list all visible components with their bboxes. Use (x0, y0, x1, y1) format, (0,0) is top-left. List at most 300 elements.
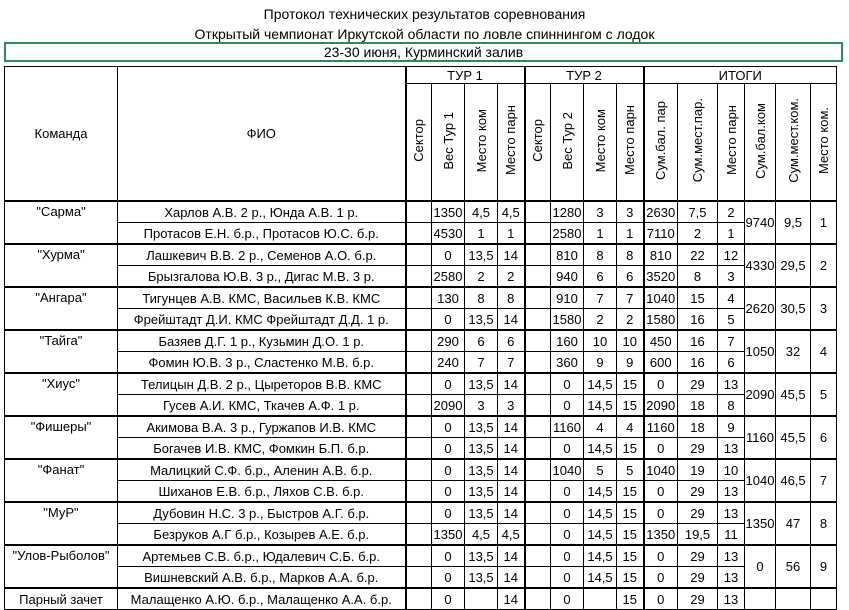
place-pair-total-cell: 5 (718, 309, 745, 331)
weight2-cell: 2580 (551, 223, 584, 245)
weight1-cell: 2090 (432, 395, 465, 417)
sum-pair-places-cell: 16 (678, 352, 718, 374)
place-team2-cell: 6 (584, 266, 617, 288)
pair-fio-cell: Богачев И.В. КМС, Фомкин Б.П. б.р. (118, 438, 406, 460)
place-team2-cell: 14,5 (584, 567, 617, 589)
place-pair-total-cell: 10 (718, 459, 745, 481)
place-pair2-cell: 15 (617, 373, 644, 395)
sum-pair-places-cell: 29 (678, 567, 718, 589)
team-place-cell: 4 (811, 330, 837, 373)
protocol-title: Протокол технических результатов соревнования (263, 6, 586, 22)
header-fio: ФИО (118, 67, 406, 202)
sector-cell (525, 481, 551, 503)
place-pair1-cell: 3 (498, 395, 525, 417)
sum-team-places-cell: 56 (776, 545, 811, 588)
place-team1-cell: 13,5 (465, 309, 498, 331)
sector-cell (525, 588, 551, 610)
header-sum-team-points: Сум.бал.ком (745, 84, 776, 202)
sector-cell (525, 545, 551, 567)
weight2-cell: 1040 (551, 459, 584, 481)
place-pair1-cell: 14 (498, 373, 525, 395)
place-pair-total-cell: 13 (718, 502, 745, 524)
place-team2-cell: 14,5 (584, 438, 617, 460)
place-team1-cell: 8 (465, 287, 498, 309)
weight1-cell: 0 (432, 438, 465, 460)
sum-team-places-cell: 29,5 (776, 244, 811, 287)
pair-fio-cell: Дубовин Н.С. 3 р., Быстров А.Г. б.р. (118, 502, 406, 524)
weight2-cell: 1580 (551, 309, 584, 331)
team-name-cell: "Хиус" (5, 373, 118, 416)
sum-pair-points-cell: 3520 (644, 266, 678, 288)
sum-pair-points-cell: 1160 (644, 416, 678, 438)
championship-title: Открытый чемпионат Иркутской области по ловле спиннингом с лодок (194, 26, 655, 42)
weight2-cell: 0 (551, 588, 584, 610)
sector-cell (406, 416, 432, 438)
pair-fio-cell: Фомин Ю.В. 3 р., Сластенко М.В. б.р. (118, 352, 406, 374)
weight2-cell: 1160 (551, 416, 584, 438)
place-team2-cell: 14,5 (584, 481, 617, 503)
sum-pair-places-cell: 19,5 (678, 524, 718, 546)
sum-pair-points-cell: 1040 (644, 287, 678, 309)
weight1-cell: 1350 (432, 524, 465, 546)
place-pair2-cell: 10 (617, 330, 644, 352)
place-pair-total-cell: 13 (718, 545, 745, 567)
sum-team-places-cell: 47 (776, 502, 811, 545)
place-pair2-cell: 2 (617, 309, 644, 331)
sum-pair-places-cell: 2 (678, 223, 718, 245)
place-team2-cell: 7 (584, 287, 617, 309)
team-name-cell: "Хурма" (5, 244, 118, 287)
header-weight-2: Вес Тур 2 (551, 84, 584, 202)
table-row (5, 330, 837, 352)
pair-fio-cell: Тигунцев А.В. КМС, Васильев К.В. КМС (118, 287, 406, 309)
sum-pair-places-cell: 15 (678, 287, 718, 309)
team-name-cell: "Сарма" (5, 201, 118, 244)
sum-pair-points-cell: 1040 (644, 459, 678, 481)
place-pair2-cell: 7 (617, 287, 644, 309)
sector-cell (406, 438, 432, 460)
sector-cell (406, 373, 432, 395)
sum-pair-points-cell: 2090 (644, 395, 678, 417)
sum-pair-points-cell: 1350 (644, 524, 678, 546)
table-row (5, 416, 837, 438)
place-pair-total-cell: 13 (718, 588, 745, 610)
place-team2-cell: 14,5 (584, 545, 617, 567)
place-pair1-cell: 14 (498, 545, 525, 567)
place-pair2-cell: 15 (617, 524, 644, 546)
sum-team-points-cell: 4330 (745, 244, 776, 287)
place-pair1-cell: 14 (498, 481, 525, 503)
sum-team-places-cell: 46,5 (776, 459, 811, 502)
place-team1-cell: 6 (465, 330, 498, 352)
sector-cell (525, 459, 551, 481)
place-pair2-cell: 6 (617, 266, 644, 288)
weight2-cell: 0 (551, 481, 584, 503)
place-team2-cell: 14,5 (584, 502, 617, 524)
place-pair2-cell: 3 (617, 201, 644, 223)
place-pair1-cell: 14 (498, 502, 525, 524)
pair-fio-cell: Протасов Е.Н. б.р., Протасов Ю.С. б.р. (118, 223, 406, 245)
sector-cell (525, 395, 551, 417)
team-place-cell (811, 588, 837, 610)
table-row (5, 438, 837, 460)
team-name-cell: "Фишеры" (5, 416, 118, 459)
weight1-cell: 0 (432, 373, 465, 395)
weight1-cell: 0 (432, 588, 465, 610)
header-sum-team-places: Сум.мест.ком. (776, 84, 811, 202)
sum-pair-points-cell: 0 (644, 545, 678, 567)
table-row (5, 266, 837, 288)
place-pair1-cell: 8 (498, 287, 525, 309)
header-sum-pair-places: Сум.мест.пар. (678, 84, 718, 202)
header-tour2: ТУР 2 (525, 67, 644, 84)
place-team2-cell: 10 (584, 330, 617, 352)
table-row (5, 309, 837, 331)
place-pair-total-cell: 4 (718, 287, 745, 309)
sum-pair-points-cell: 2630 (644, 201, 678, 223)
place-pair2-cell: 8 (617, 244, 644, 266)
header-sector-2: Сектор (525, 84, 551, 202)
place-pair-total-cell: 1 (718, 223, 745, 245)
place-pair-total-cell: 12 (718, 244, 745, 266)
place-pair1-cell: 1 (498, 223, 525, 245)
table-row (5, 244, 837, 266)
sector-cell (406, 223, 432, 245)
sum-team-places-cell: 9,5 (776, 201, 811, 244)
sector-cell (525, 201, 551, 223)
weight1-cell: 4530 (432, 223, 465, 245)
sum-team-points-cell: 0 (745, 545, 776, 588)
sector-cell (406, 524, 432, 546)
sum-team-points-cell: 1350 (745, 502, 776, 545)
place-pair2-cell: 15 (617, 395, 644, 417)
place-pair-total-cell: 11 (718, 524, 745, 546)
place-pair1-cell: 14 (498, 459, 525, 481)
weight1-cell: 130 (432, 287, 465, 309)
place-pair2-cell: 15 (617, 567, 644, 589)
team-place-cell: 9 (811, 545, 837, 588)
table-row (5, 223, 837, 245)
sector-cell (406, 545, 432, 567)
sum-pair-points-cell: 0 (644, 481, 678, 503)
place-team1-cell: 13,5 (465, 438, 498, 460)
place-pair-total-cell: 13 (718, 567, 745, 589)
header-place-pair-1: Место парн (498, 84, 525, 202)
weight1-cell: 0 (432, 545, 465, 567)
pair-fio-cell: Артемьев С.В. б.р., Юдалевич С.Б. б.р. (118, 545, 406, 567)
sum-team-points-cell (745, 588, 776, 610)
weight2-cell: 0 (551, 524, 584, 546)
place-team2-cell: 9 (584, 352, 617, 374)
sum-pair-points-cell: 0 (644, 588, 678, 610)
sector-cell (406, 244, 432, 266)
place-pair2-cell: 1 (617, 223, 644, 245)
place-team2-cell: 3 (584, 201, 617, 223)
sector-cell (525, 266, 551, 288)
weight1-cell: 2580 (432, 266, 465, 288)
sum-pair-places-cell: 29 (678, 588, 718, 610)
table-row (5, 459, 837, 481)
sum-pair-places-cell: 16 (678, 309, 718, 331)
weight2-cell: 0 (551, 502, 584, 524)
sum-team-places-cell: 30,5 (776, 287, 811, 330)
sector-cell (406, 201, 432, 223)
weight1-cell: 0 (432, 481, 465, 503)
sector-cell (525, 330, 551, 352)
weight2-cell: 1280 (551, 201, 584, 223)
team-place-cell: 8 (811, 502, 837, 545)
place-pair2-cell: 15 (617, 438, 644, 460)
place-team1-cell: 13,5 (465, 567, 498, 589)
sum-pair-places-cell: 29 (678, 438, 718, 460)
team-name-cell: "МуР" (5, 502, 118, 545)
sector-cell (525, 309, 551, 331)
place-pair2-cell: 9 (617, 352, 644, 374)
place-pair2-cell: 15 (617, 588, 644, 610)
place-team1-cell: 3 (465, 395, 498, 417)
sum-team-places-cell (776, 588, 811, 610)
place-pair1-cell: 7 (498, 352, 525, 374)
sum-team-points-cell: 1050 (745, 330, 776, 373)
sum-pair-points-cell: 0 (644, 438, 678, 460)
pair-fio-cell: Гусев А.И. КМС, Ткачев А.Ф. 1 р. (118, 395, 406, 417)
pair-fio-cell: Малицкий С.Ф. б.р., Аленин А.В. б.р. (118, 459, 406, 481)
place-team2-cell: 14,5 (584, 524, 617, 546)
pair-fio-cell: Телицын Д.В. 2 р., Цыреторов В.В. КМС (118, 373, 406, 395)
sector-cell (406, 502, 432, 524)
weight1-cell: 240 (432, 352, 465, 374)
team-name-cell: "Фанат" (5, 459, 118, 502)
sector-cell (406, 395, 432, 417)
place-team1-cell: 13,5 (465, 459, 498, 481)
sum-pair-places-cell: 18 (678, 416, 718, 438)
weight1-cell: 0 (432, 416, 465, 438)
sum-pair-places-cell: 29 (678, 545, 718, 567)
sector-cell (406, 330, 432, 352)
place-pair2-cell: 15 (617, 545, 644, 567)
header-place-team-1: Место ком (465, 84, 498, 202)
sector-cell (406, 352, 432, 374)
sum-pair-points-cell: 0 (644, 502, 678, 524)
place-team1-cell: 13,5 (465, 502, 498, 524)
weight2-cell: 360 (551, 352, 584, 374)
table-row (5, 373, 837, 395)
place-pair1-cell: 6 (498, 330, 525, 352)
sector-cell (525, 244, 551, 266)
sector-cell (525, 438, 551, 460)
pair-fio-cell: Малащенко А.Ю. б.р., Малащенко А.А. б.р. (118, 588, 406, 610)
team-name-cell: "Ангара" (5, 287, 118, 330)
weight2-cell: 910 (551, 287, 584, 309)
place-pair1-cell: 14 (498, 244, 525, 266)
sum-pair-points-cell: 810 (644, 244, 678, 266)
header-place-pair-total: Место парн (718, 84, 745, 202)
pair-standing-name-cell: Парный зачет (5, 588, 118, 610)
sum-pair-points-cell: 7110 (644, 223, 678, 245)
place-team2-cell (584, 588, 617, 610)
pair-fio-cell: Вишневский А.В. б.р., Марков А.А. б.р. (118, 567, 406, 589)
place-pair1-cell: 14 (498, 416, 525, 438)
place-pair2-cell: 4 (617, 416, 644, 438)
sector-cell (525, 352, 551, 374)
weight2-cell: 0 (551, 373, 584, 395)
place-team1-cell: 4,5 (465, 201, 498, 223)
header-tour1: ТУР 1 (406, 67, 525, 84)
place-pair1-cell: 14 (498, 309, 525, 331)
sector-cell (525, 223, 551, 245)
weight1-cell: 0 (432, 244, 465, 266)
sum-team-places-cell: 45,5 (776, 416, 811, 459)
place-team1-cell: 13,5 (465, 545, 498, 567)
sector-cell (525, 416, 551, 438)
sum-pair-places-cell: 22 (678, 244, 718, 266)
sector-cell (406, 287, 432, 309)
sector-cell (406, 309, 432, 331)
place-team1-cell: 13,5 (465, 481, 498, 503)
weight1-cell: 1350 (432, 201, 465, 223)
sum-team-points-cell: 2090 (745, 373, 776, 416)
team-place-cell: 6 (811, 416, 837, 459)
place-pair1-cell: 14 (498, 438, 525, 460)
date-location-title[interactable]: 23-30 июня, Курминский залив (4, 42, 843, 62)
place-team1-cell: 13,5 (465, 373, 498, 395)
place-pair-total-cell: 13 (718, 373, 745, 395)
place-team2-cell: 4 (584, 416, 617, 438)
place-team2-cell: 5 (584, 459, 617, 481)
header-sum-pair-points: Сум.бал. пар (644, 84, 678, 202)
sum-pair-places-cell: 7,5 (678, 201, 718, 223)
pair-fio-cell: Харлов А.В. 2 р., Юнда А.В. 1 р. (118, 201, 406, 223)
place-pair1-cell: 4,5 (498, 201, 525, 223)
place-team1-cell: 13,5 (465, 244, 498, 266)
place-pair2-cell: 15 (617, 502, 644, 524)
place-team1-cell (465, 588, 498, 610)
sum-pair-places-cell: 18 (678, 395, 718, 417)
place-team2-cell: 14,5 (584, 395, 617, 417)
pair-fio-cell: Безруков А.Г б.р., Козырев А.Е. б.р. (118, 524, 406, 546)
sector-cell (525, 567, 551, 589)
pair-fio-cell: Брызгалова Ю.В. 3 р., Дигас М.В. 3 р. (118, 266, 406, 288)
sum-team-places-cell: 32 (776, 330, 811, 373)
results-table (4, 66, 837, 610)
place-team2-cell: 1 (584, 223, 617, 245)
table-row (5, 481, 837, 503)
sum-pair-places-cell: 16 (678, 330, 718, 352)
place-pair-total-cell: 7 (718, 330, 745, 352)
sum-team-points-cell: 2620 (745, 287, 776, 330)
sum-pair-places-cell: 29 (678, 373, 718, 395)
team-place-cell: 3 (811, 287, 837, 330)
header-team-place: Место ком. (811, 84, 837, 202)
sum-pair-points-cell: 450 (644, 330, 678, 352)
place-pair1-cell: 4,5 (498, 524, 525, 546)
place-team2-cell: 14,5 (584, 373, 617, 395)
table-row (5, 567, 837, 589)
place-team2-cell: 8 (584, 244, 617, 266)
weight2-cell: 0 (551, 545, 584, 567)
pair-fio-cell: Базяев Д.Г. 1 р., Кузьмин Д.О. 1 р. (118, 330, 406, 352)
sector-cell (525, 502, 551, 524)
table-row (5, 524, 837, 546)
sum-team-places-cell: 45,5 (776, 373, 811, 416)
header-totals: ИТОГИ (644, 67, 837, 84)
place-pair-total-cell: 6 (718, 352, 745, 374)
table-row (5, 352, 837, 374)
pair-fio-cell: Фрейштадт Д.И. КМС Фрейштадт Д.Д. 1 р. (118, 309, 406, 331)
place-pair-total-cell: 13 (718, 481, 745, 503)
weight2-cell: 0 (551, 395, 584, 417)
place-pair-total-cell: 8 (718, 395, 745, 417)
header-sector-1: Сектор (406, 84, 432, 202)
sum-pair-points-cell: 600 (644, 352, 678, 374)
sector-cell (406, 266, 432, 288)
place-pair1-cell: 14 (498, 588, 525, 610)
sum-pair-places-cell: 29 (678, 481, 718, 503)
weight1-cell: 290 (432, 330, 465, 352)
weight2-cell: 0 (551, 438, 584, 460)
header-place-team-2: Место ком (584, 84, 617, 202)
weight2-cell: 0 (551, 567, 584, 589)
sum-pair-places-cell: 29 (678, 502, 718, 524)
place-pair1-cell: 2 (498, 266, 525, 288)
sum-pair-points-cell: 0 (644, 567, 678, 589)
team-name-cell: "Тайга" (5, 330, 118, 373)
team-place-cell: 1 (811, 201, 837, 244)
pair-fio-cell: Шиханов Е.В. б.р., Ляхов С.В. б.р. (118, 481, 406, 503)
weight1-cell: 0 (432, 567, 465, 589)
sector-cell (525, 524, 551, 546)
weight1-cell: 0 (432, 459, 465, 481)
sector-cell (406, 481, 432, 503)
table-row (5, 395, 837, 417)
place-team1-cell: 7 (465, 352, 498, 374)
team-place-cell: 5 (811, 373, 837, 416)
place-team2-cell: 2 (584, 309, 617, 331)
table-row-pair-standing (5, 588, 837, 610)
team-place-cell: 2 (811, 244, 837, 287)
weight2-cell: 940 (551, 266, 584, 288)
place-pair-total-cell: 2 (718, 201, 745, 223)
place-pair2-cell: 15 (617, 481, 644, 503)
sector-cell (406, 459, 432, 481)
weight2-cell: 810 (551, 244, 584, 266)
weight1-cell: 0 (432, 309, 465, 331)
header-place-pair-2: Место парн (617, 84, 644, 202)
place-pair1-cell: 14 (498, 567, 525, 589)
place-pair-total-cell: 9 (718, 416, 745, 438)
weight1-cell: 0 (432, 502, 465, 524)
place-pair-total-cell: 13 (718, 438, 745, 460)
place-team1-cell: 1 (465, 223, 498, 245)
weight2-cell: 160 (551, 330, 584, 352)
sector-cell (525, 287, 551, 309)
place-pair2-cell: 5 (617, 459, 644, 481)
sum-pair-places-cell: 19 (678, 459, 718, 481)
header-team: Команда (5, 67, 118, 202)
table-row (5, 545, 837, 567)
sum-team-points-cell: 1160 (745, 416, 776, 459)
sum-pair-places-cell: 8 (678, 266, 718, 288)
sector-cell (525, 373, 551, 395)
table-row (5, 287, 837, 309)
place-team1-cell: 13,5 (465, 416, 498, 438)
sum-pair-points-cell: 1580 (644, 309, 678, 331)
sum-team-points-cell: 1040 (745, 459, 776, 502)
table-row (5, 201, 837, 223)
team-place-cell: 7 (811, 459, 837, 502)
sum-pair-points-cell: 0 (644, 373, 678, 395)
place-pair-total-cell: 3 (718, 266, 745, 288)
